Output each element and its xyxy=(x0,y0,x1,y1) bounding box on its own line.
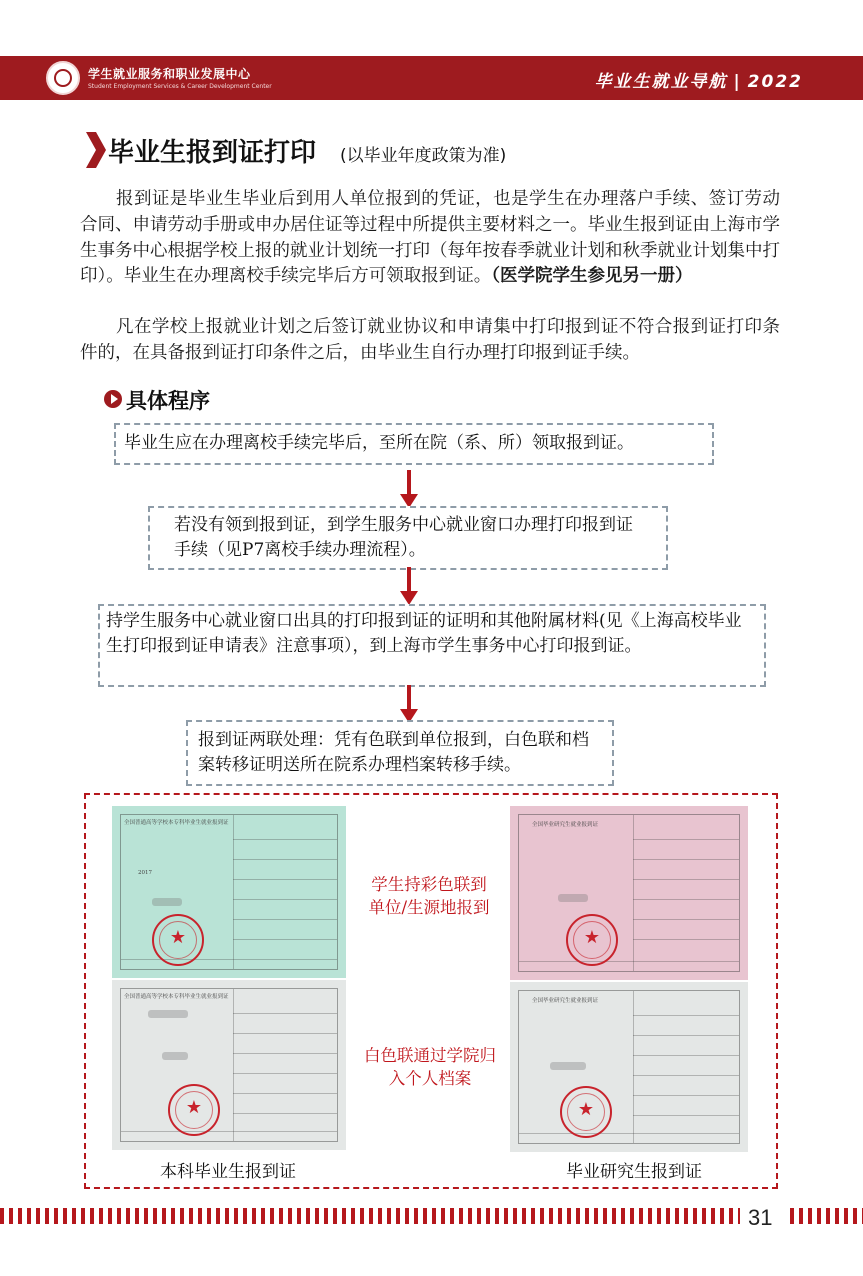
official-seal-icon: ★ xyxy=(560,1086,612,1138)
footer-divider-left xyxy=(0,1208,740,1224)
grad-certificate-white-copy: 全国毕业研究生就业报到证 ★ xyxy=(510,982,748,1152)
step-2-box xyxy=(148,506,668,570)
step-2-text: 若没有领到报到证，到学生服务中心就业窗口办理打印报到证手续（见P7离校手续办理流程）。 xyxy=(174,515,633,560)
org-name-en: Student Employment Services & Career Development Center xyxy=(88,83,272,90)
note-white-copy: 白色联通过学院归入个人档案 xyxy=(364,1046,496,1088)
official-seal-icon: ★ xyxy=(566,914,618,966)
note-color-copy: 学生持彩色联到单位/生源地报到 xyxy=(368,875,490,917)
guide-title-text: 毕业生就业导航 xyxy=(594,72,728,92)
official-seal-icon: ★ xyxy=(168,1084,220,1136)
intro-text: 报到证是毕业生毕业后到用人单位报到的凭证，也是学生在办理落户手续、签订劳动合同、申请劳动手册或申办居住证等过程中所提供主要材料之一。毕业生报到证由上海市学生事务中心根据学校上报的就业计划统一打印（每年按春季就业计划和秋季就业计划集中打印）。毕业生在办理离校手续完毕后方可领取报到证。 xyxy=(80,189,780,287)
undergrad-certificate-white-copy: 全国普通高等学校本专科毕业生就业报到证 ★ xyxy=(112,980,346,1150)
intro-paragraph xyxy=(80,187,780,290)
page-header xyxy=(0,56,863,100)
step-3-box xyxy=(98,604,766,687)
section-title: 具体程序 xyxy=(126,389,210,413)
undergrad-certificate-color-copy: 全国普通高等学校本专科毕业生就业报到证 2017 ★ xyxy=(112,806,346,978)
footer-divider-right xyxy=(790,1208,863,1224)
arrow-down-icon xyxy=(400,470,418,510)
chevron-right-icon xyxy=(84,130,106,170)
arrow-down-icon xyxy=(400,567,418,607)
caption-grad: 毕业研究生报到证 xyxy=(566,1162,702,1182)
page-title-note: (以毕业年度政策为准) xyxy=(340,146,507,166)
org-name-cn: 学生就业服务和职业发展中心 xyxy=(88,67,251,81)
step-4-box xyxy=(186,720,614,786)
play-circle-icon xyxy=(104,390,122,408)
step-4-text: 报到证两联处理：凭有色联到单位报到，白色联和档案转移证明送所在院系办理档案转移手续。 xyxy=(198,730,589,775)
page-title: 毕业生报到证打印 xyxy=(108,138,317,168)
official-seal-icon: ★ xyxy=(152,914,204,966)
guide-title: 毕业生就业导航 | 2022 xyxy=(594,72,803,92)
second-paragraph: 凡在学校上报就业计划之后签订就业协议和申请集中打印报到证不符合报到证打印条件的，在具备报到证打印条件之后，由毕业生自行办理打印报到证手续。 xyxy=(80,317,780,363)
step-1-text: 毕业生应在办理离校手续完毕后，至所在院（系、所）领取报到证。 xyxy=(124,433,634,453)
guide-year: 2022 xyxy=(747,72,803,92)
arrow-down-icon xyxy=(400,685,418,725)
grad-certificate-color-copy: 全国毕业研究生就业报到证 ★ xyxy=(510,806,748,980)
step-1-box xyxy=(114,423,714,465)
university-logo-icon xyxy=(46,61,80,95)
medical-note: （医学院学生参见另一册） xyxy=(491,266,693,287)
step-3-text: 持学生服务中心就业窗口出具的打印报到证的证明和其他附属材料(见《上海高校毕业生打印报到证申请表》注意事项），到上海市学生事务中心打印报到证。 xyxy=(106,611,742,656)
caption-undergrad: 本科毕业生报到证 xyxy=(160,1162,296,1182)
page-number: 31 xyxy=(748,1205,773,1230)
